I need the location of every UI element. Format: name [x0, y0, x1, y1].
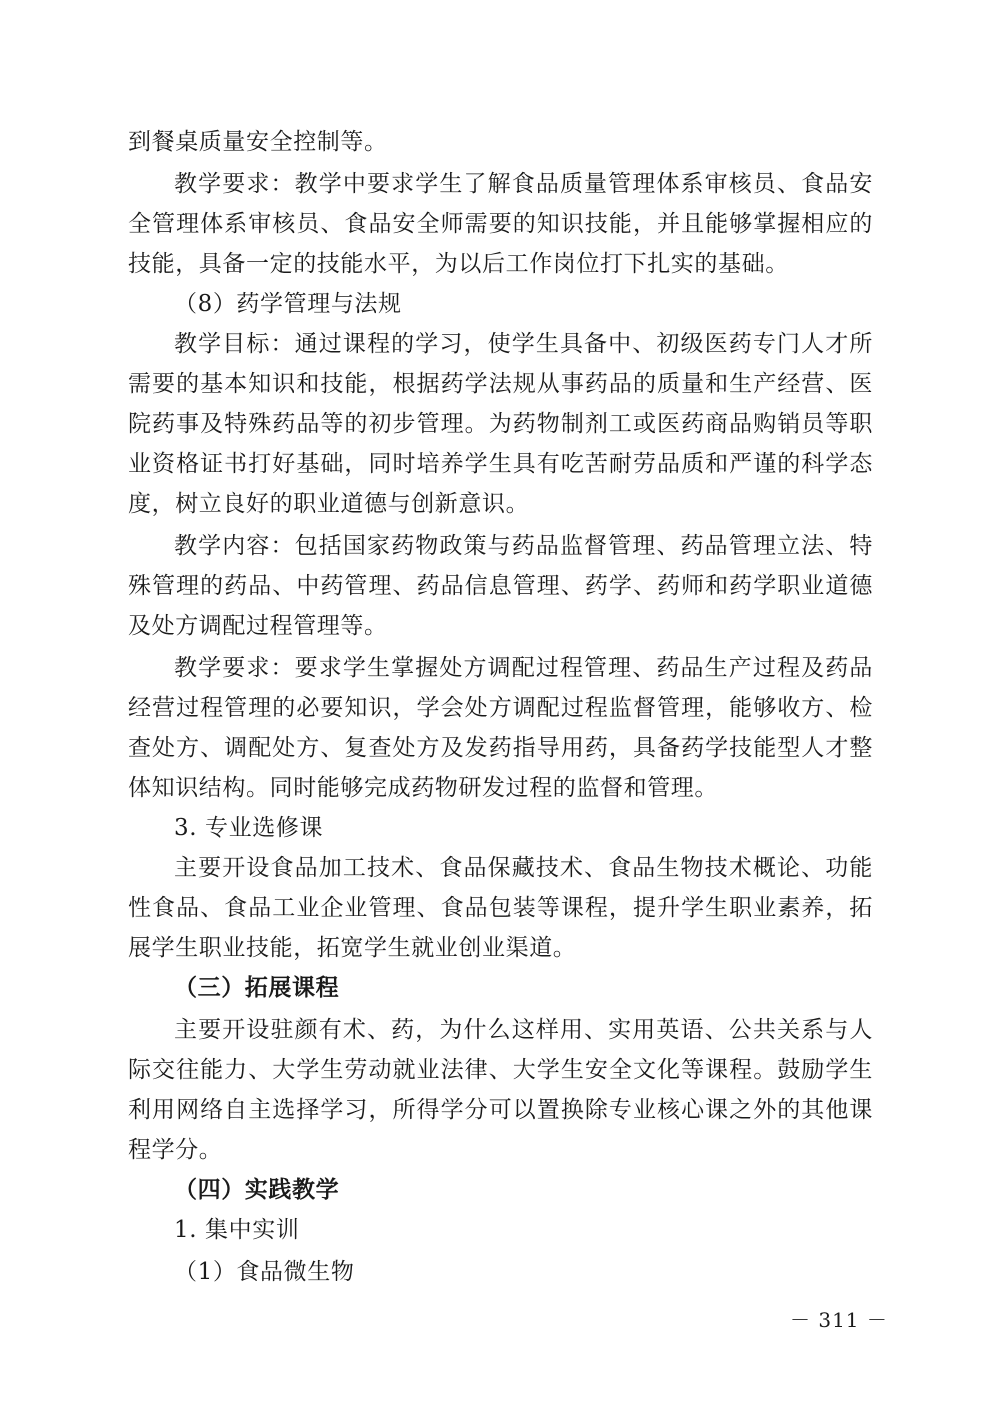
section-heading: （1）食品微生物 — [174, 1259, 355, 1285]
body-text-line: 主要开设驻颜有术、药，为什么这样用、实用英语、公共关系与人 — [174, 1017, 873, 1043]
body-text-line: 需要的基本知识和技能，根据药学法规从事药品的质量和生产经营、医 — [128, 371, 873, 397]
body-text-line: 教学要求：教学中要求学生了解食品质量管理体系审核员、食品安 — [174, 171, 873, 197]
body-text-line: 展学生职业技能，拓宽学生就业创业渠道。 — [128, 935, 577, 961]
body-text-line: 殊管理的药品、中药管理、药品信息管理、药学、药师和药学职业道德 — [128, 573, 873, 599]
page-number: － 311 － — [790, 1308, 888, 1332]
body-text-line: 全管理体系审核员、食品安全师需要的知识技能，并且能够掌握相应的 — [128, 211, 873, 237]
section-heading: 3. 专业选修课 — [174, 815, 324, 841]
section-heading: （四）实践教学 — [174, 1176, 340, 1203]
body-text-line: 院药事及特殊药品等的初步管理。为药物制剂工或医药商品购销员等职 — [128, 411, 873, 437]
body-text-line: 技能，具备一定的技能水平，为以后工作岗位打下扎实的基础。 — [128, 251, 789, 277]
body-text-line: 到餐桌质量安全控制等。 — [128, 129, 388, 155]
section-heading: （8）药学管理与法规 — [174, 291, 402, 317]
body-text-line: 性食品、食品工业企业管理、食品包装等课程，提升学生职业素养，拓 — [128, 895, 873, 921]
body-text-line: 际交往能力、大学生劳动就业法律、大学生安全文化等课程。鼓励学生 — [128, 1057, 873, 1083]
body-text-line: 教学目标：通过课程的学习，使学生具备中、初级医药专门人才所 — [174, 331, 873, 357]
body-text-line: 教学要求：要求学生掌握处方调配过程管理、药品生产过程及药品 — [174, 655, 873, 681]
body-text-line: 业资格证书打好基础，同时培养学生具有吃苦耐劳品质和严谨的科学态 — [128, 451, 873, 477]
body-text-line: 程学分。 — [128, 1137, 223, 1163]
section-heading: （三）拓展课程 — [174, 974, 340, 1001]
body-text-line: 度，树立良好的职业道德与创新意识。 — [128, 491, 530, 517]
body-text-line: 及处方调配过程管理等。 — [128, 613, 388, 639]
body-text-line: 查处方、调配处方、复查处方及发药指导用药，具备药学技能型人才整 — [128, 735, 873, 761]
body-text-line: 体知识结构。同时能够完成药物研发过程的监督和管理。 — [128, 775, 718, 801]
body-text-line: 经营过程管理的必要知识，学会处方调配过程监督管理，能够收方、检 — [128, 695, 873, 721]
section-heading: 1. 集中实训 — [174, 1217, 300, 1243]
body-text-line: 主要开设食品加工技术、食品保藏技术、食品生物技术概论、功能 — [174, 855, 873, 881]
body-text-line: 利用网络自主选择学习，所得学分可以置换除专业核心课之外的其他课 — [128, 1097, 873, 1123]
body-text-line: 教学内容：包括国家药物政策与药品监督管理、药品管理立法、特 — [174, 533, 873, 559]
